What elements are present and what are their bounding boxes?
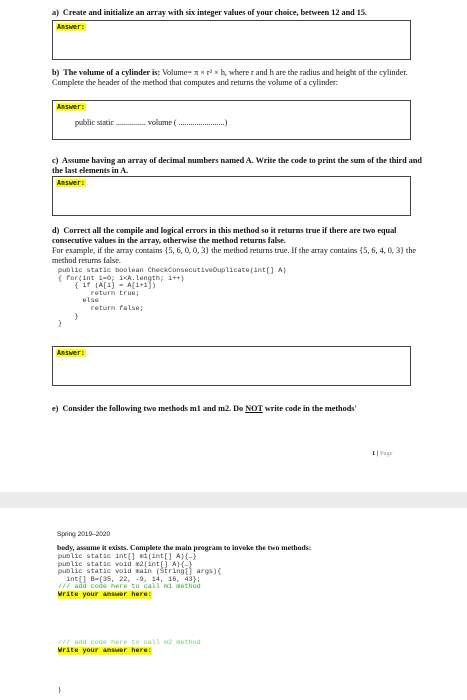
question-e-continued: body, assume it exists. Complete the main program to invoke the two methods: [57, 543, 312, 552]
page-header: Spring 2019–2020 [57, 531, 111, 538]
answer-box-a[interactable] [52, 20, 411, 60]
code-line: public static int[] m1(int[] A){…} [58, 553, 197, 561]
question-d: d) Correct all the compile and logical errors in this method so it returns true if there are two equal consecutive values in the array, otherwise the method returns false. [52, 226, 397, 245]
code-comment: /// add code here to call m2 method [58, 639, 201, 647]
question-e: e) Consider the following two methods m1 and m2. Do NOT write code in the methods' [52, 404, 357, 413]
question-b: b) The volume of a cylinder is: Volume= π × r² × h, where r and h are the radius and height of the cylinder. Complete the header of the method that computes and returns the volume of a cylinder: [52, 68, 408, 87]
closing-brace: } [58, 686, 62, 694]
code-line: } [58, 320, 63, 329]
code-line: return false; [58, 304, 144, 313]
method-header-fill: public static ............... volume ( .......................) [75, 118, 228, 127]
code-line: public static void main (String[] args){ [58, 568, 222, 577]
code-line: return true; [58, 289, 140, 298]
answer-label: Answer: [57, 103, 85, 111]
page-number: 1 | Page [372, 450, 393, 457]
code-line: int[] B={35, 22, -9, 14, 16, 43}; [58, 575, 201, 584]
code-block-e [58, 554, 221, 600]
code-line: { for(int i=0; i<A.length; i++) [58, 274, 185, 283]
code-line: { if (A[i] = A[i+1]) [58, 282, 156, 291]
code-line: else [58, 297, 99, 306]
answer-label: Answer: [57, 349, 85, 357]
answer-label: Answer: [57, 23, 85, 31]
write-answer-prompt[interactable]: Write your answer here: [58, 646, 152, 655]
answer-box-b[interactable] [52, 100, 411, 140]
code-line: } [58, 312, 79, 321]
code-block-d [58, 268, 286, 329]
answer-label: Answer: [57, 179, 85, 187]
page-separator [0, 492, 467, 508]
answer-box-d[interactable] [52, 346, 411, 386]
code-line: public static void m2(int[] A){…} [58, 560, 193, 569]
code-block-e2 [58, 640, 201, 655]
question-d-example: For example, if the array contains {5, 6, 0, 0, 3} the method returns true. If the array contains {5, 6, 4, 0, 3} the method returns false. [52, 246, 417, 265]
write-answer-prompt[interactable]: Write your answer here: [58, 590, 152, 599]
code-line: public static boolean CheckConsecutiveDuplicate(int[] A) [58, 267, 287, 275]
question-a: a) Create and initialize an array with six integer values of your choice, between 12 and 15. [52, 8, 367, 17]
question-c: c) Assume having an array of decimal numbers named A. Write the code to print the sum of the third and the last elements in A. [52, 156, 422, 175]
answer-box-c[interactable] [52, 176, 411, 216]
code-comment: /// add code here to call m1 method [58, 583, 201, 592]
